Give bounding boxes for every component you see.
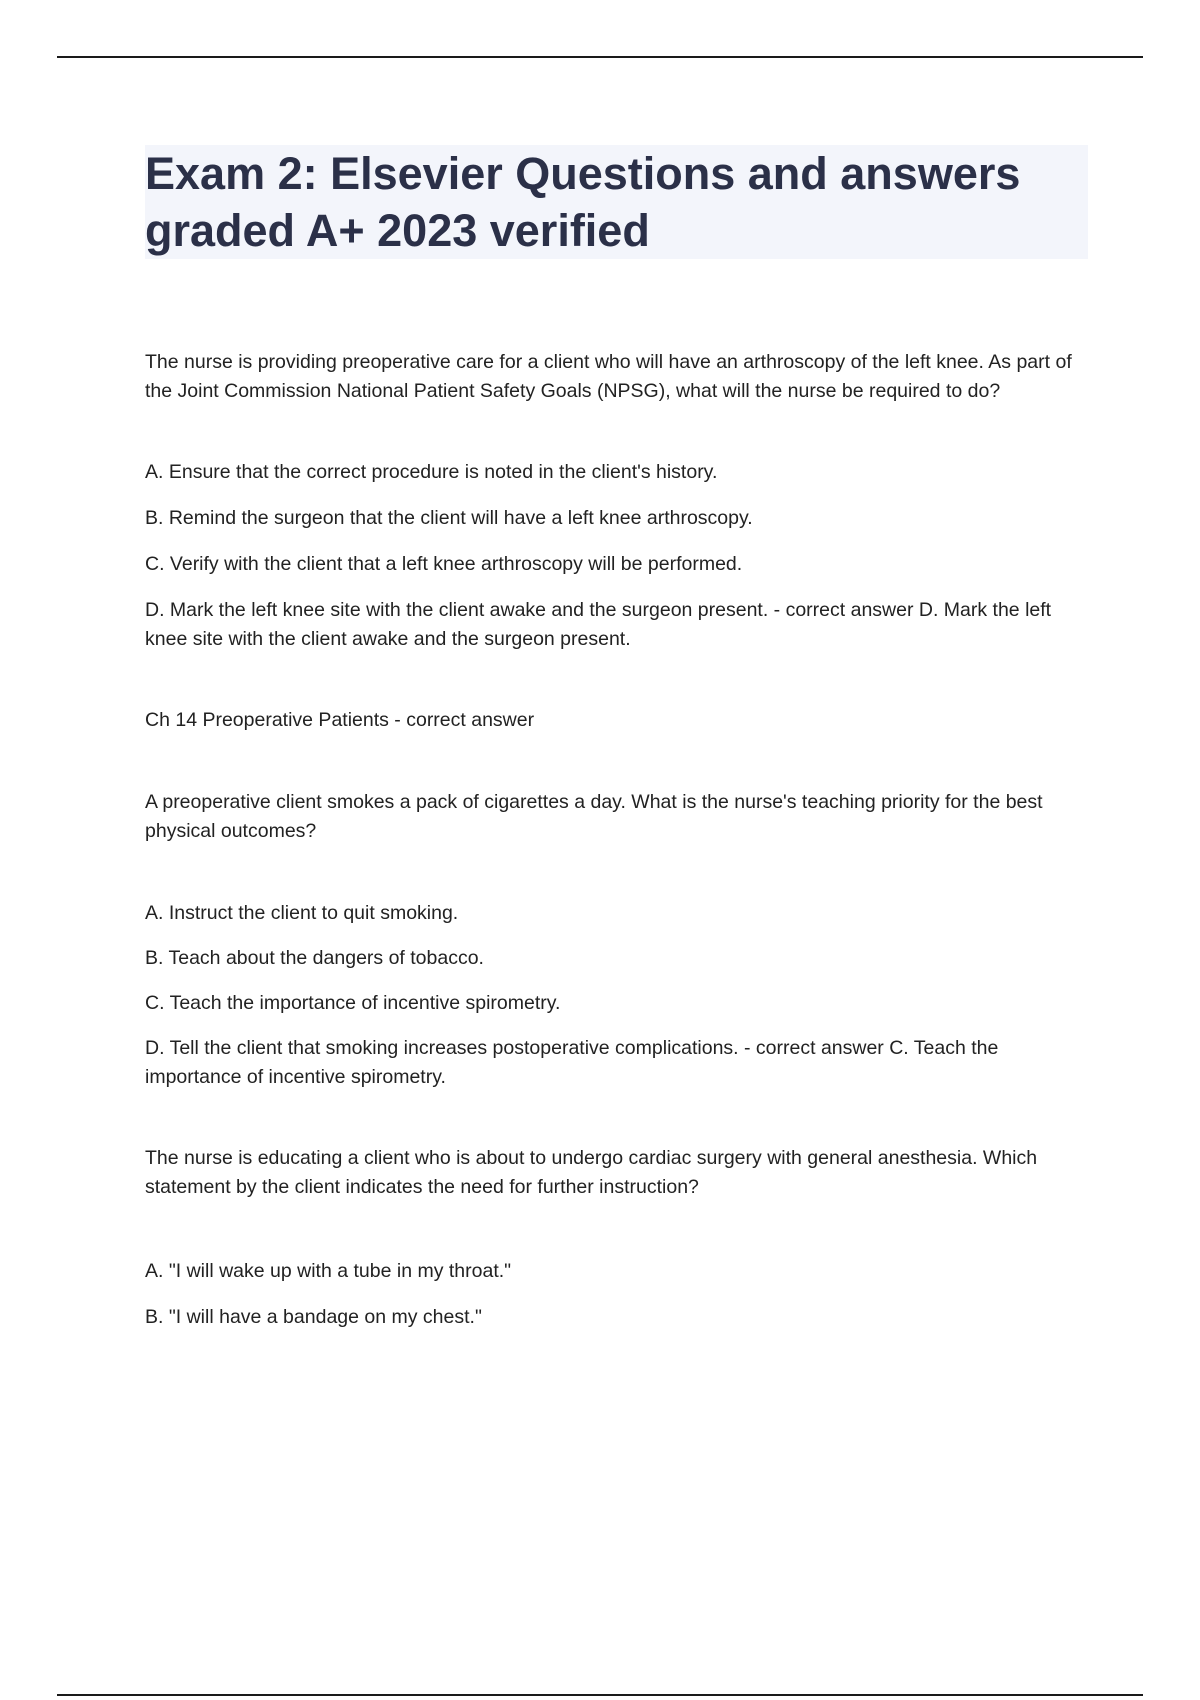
question-2-option-c: C. Teach the importance of incentive spirometry. [145, 992, 561, 1014]
topic-line: Ch 14 Preoperative Patients - correct answer [145, 709, 535, 731]
question-2-option-d: D. Tell the client that smoking increases postoperative complications. - correct answer C. Teach the importance of incentive spirometry. [145, 1037, 999, 1088]
document-body [145, 340, 1090, 1332]
bottom-divider [57, 1694, 1143, 1696]
question-2-options [145, 899, 1090, 1092]
question-2-option-b: B. Teach about the dangers of tobacco. [145, 947, 484, 969]
question-1-prompt: The nurse is providing preoperative care for a client who will have an arthroscopy of the left knee. As part of the Joint Commission National Patient Safety Goals (NPSG), what will the nurse be required to do? [145, 351, 1072, 402]
question-2-prompt: A preoperative client smokes a pack of cigarettes a day. What is the nurse's teaching priority for the best physical outcomes? [145, 791, 1043, 842]
top-divider [57, 56, 1143, 58]
question-1-option-d: D. Mark the left knee site with the client awake and the surgeon present. - correct answer D. Mark the left knee site with the client awake and the surgeon present. [145, 599, 1052, 650]
question-3-option-b: B. "I will have a bandage on my chest." [145, 1306, 482, 1328]
question-3-prompt: The nurse is educating a client who is about to undergo cardiac surgery with general anesthesia. Which statement by the client indicates the need for further instruction? [145, 1147, 1038, 1198]
question-1-option-a: A. Ensure that the correct procedure is noted in the client's history. [145, 461, 718, 483]
question-3-options [145, 1257, 1090, 1332]
question-1-options [145, 458, 1090, 654]
question-1-option-c: C. Verify with the client that a left knee arthroscopy will be performed. [145, 553, 743, 575]
question-1-option-b: B. Remind the surgeon that the client will have a left knee arthroscopy. [145, 507, 753, 529]
question-2-option-a: A. Instruct the client to quit smoking. [145, 902, 459, 924]
question-3-option-a: A. "I will wake up with a tube in my throat." [145, 1260, 512, 1282]
document-title: Exam 2: Elsevier Questions and answers graded A+ 2023 verified [145, 148, 1021, 256]
title-block [145, 145, 1088, 259]
